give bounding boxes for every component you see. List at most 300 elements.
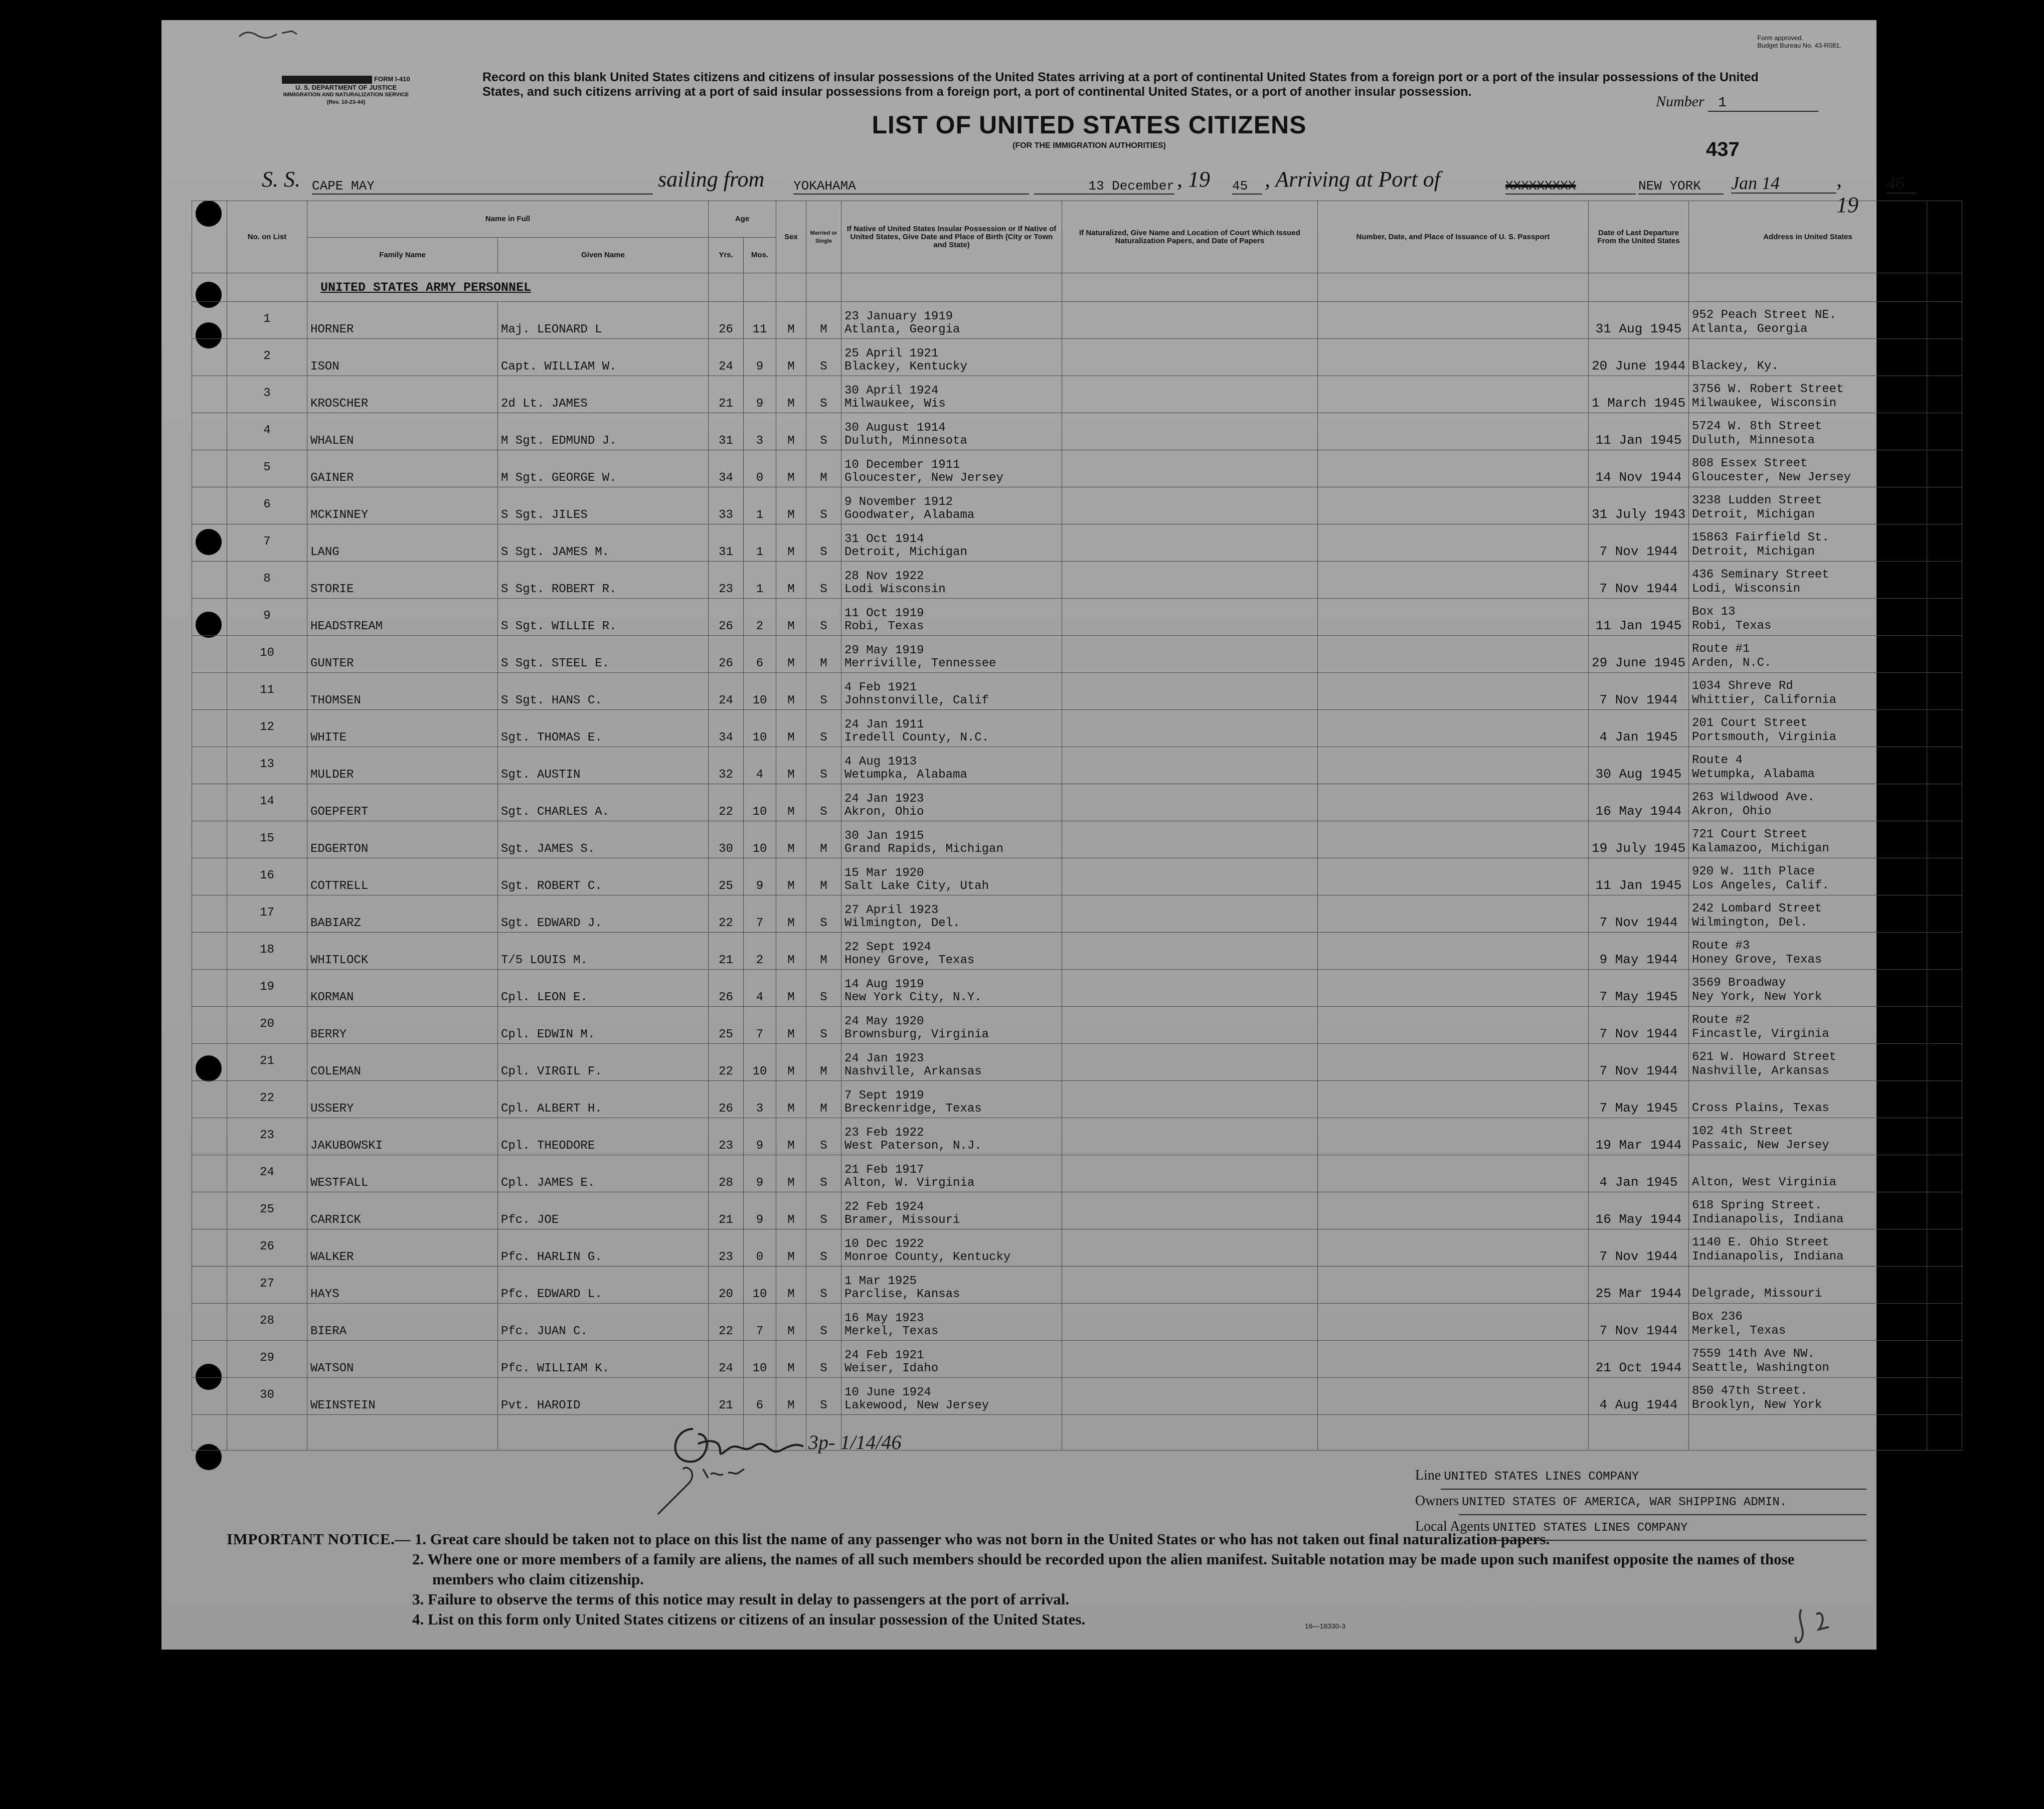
birth-info-birth-place: Wilmington, Del.	[844, 917, 960, 930]
marital-status: S	[806, 562, 841, 599]
department-name: U. S. DEPARTMENT OF JUSTICE	[295, 83, 397, 91]
row-spacer	[192, 858, 227, 895]
passport-cell	[1318, 858, 1589, 895]
given-name: Pfc. JUAN C.	[498, 1304, 709, 1341]
row-spacer-right	[1927, 1007, 1962, 1044]
naturalization-cell	[1062, 1044, 1318, 1081]
birth-info	[841, 599, 1062, 636]
last-departure: 16 May 1944	[1589, 1192, 1689, 1229]
row-spacer	[192, 1155, 227, 1192]
passenger-table	[192, 201, 1962, 1451]
birth-info-birth-date: 31 Oct 1914	[844, 532, 924, 546]
us-address-addr2: Fincastle, Virginia	[1692, 1027, 1829, 1041]
birth-info	[841, 1044, 1062, 1081]
naturalization-cell	[1062, 1229, 1318, 1267]
birth-info-birth-date: 10 December 1911	[844, 458, 960, 472]
row-number: 11	[227, 673, 307, 710]
age-years: 21	[709, 1192, 744, 1229]
table-row	[192, 487, 1962, 524]
us-address-addr1: 436 Seminary Street	[1692, 568, 1829, 582]
marital-status: S	[806, 1304, 841, 1341]
us-address-addr1: Route 4	[1692, 754, 1743, 767]
row-spacer	[192, 710, 227, 747]
age-months: 9	[744, 858, 776, 895]
us-address-addr1: 102 4th Street	[1692, 1125, 1793, 1138]
table-row	[192, 562, 1962, 599]
family-name: HORNER	[307, 302, 498, 339]
naturalization-cell	[1062, 970, 1318, 1007]
birth-info	[841, 673, 1062, 710]
table-row	[192, 1229, 1962, 1267]
table-row	[192, 599, 1962, 636]
row-number: 13	[227, 747, 307, 784]
given-name: Cpl. EDWIN M.	[498, 1007, 709, 1044]
row-spacer-right	[1927, 673, 1962, 710]
us-address-addr1: 850 47th Street.	[1692, 1384, 1808, 1398]
birth-info-birth-place: Goodwater, Alabama	[844, 508, 975, 522]
birth-info-birth-date: 22 Sept 1924	[844, 941, 931, 954]
table-row	[192, 858, 1962, 895]
us-address	[1689, 710, 1927, 747]
naturalization-cell	[1062, 524, 1318, 562]
age-months: 11	[744, 302, 776, 339]
row-spacer	[192, 895, 227, 933]
given-name: Pfc. WILLIAM K.	[498, 1341, 709, 1378]
us-address-addr1: 808 Essex Street	[1692, 457, 1808, 470]
line-label: Line	[1415, 1468, 1441, 1483]
arrival-year-prefix: , 19	[1836, 167, 1858, 217]
family-name: LANG	[307, 524, 498, 562]
row-spacer-right	[1927, 1044, 1962, 1081]
family-name: WATSON	[307, 1341, 498, 1378]
last-departure: 11 Jan 1945	[1589, 413, 1689, 450]
col-no-header: No. on List	[227, 201, 307, 273]
birth-info-birth-date: 24 Feb 1921	[844, 1349, 924, 1362]
us-address	[1689, 784, 1927, 821]
table-row	[192, 710, 1962, 747]
age-months: 7	[744, 1304, 776, 1341]
marital-status: S	[806, 487, 841, 524]
age-months: 9	[744, 376, 776, 413]
birth-info-birth-place: West Paterson, N.J.	[844, 1139, 982, 1153]
marital-status: S	[806, 1341, 841, 1378]
given-name: S Sgt. JILES	[498, 487, 709, 524]
us-address-addr1: 15863 Fairfield St.	[1692, 531, 1829, 545]
row-spacer-right	[1927, 1341, 1962, 1378]
passport-cell	[1318, 450, 1589, 487]
age-months: 10	[744, 784, 776, 821]
us-address-addr1: 721 Court Street	[1692, 828, 1808, 841]
marital-status: M	[806, 302, 841, 339]
table-row	[192, 1267, 1962, 1304]
row-number: 2	[227, 339, 307, 376]
age-years: 21	[709, 376, 744, 413]
us-address	[1689, 858, 1927, 895]
table-row	[192, 784, 1962, 821]
marital-status: M	[806, 636, 841, 673]
form-header-left	[216, 75, 476, 106]
us-address	[1689, 1341, 1927, 1378]
age-years: 33	[709, 487, 744, 524]
age-years: 34	[709, 450, 744, 487]
us-address-addr2: Atlanta, Georgia	[1692, 322, 1808, 336]
birth-info-birth-date: 4 Aug 1913	[844, 755, 917, 769]
passport-cell	[1318, 933, 1589, 970]
sex: M	[776, 710, 806, 747]
birth-info-birth-place: Lodi Wisconsin	[844, 583, 946, 596]
list-number-value: 1	[1708, 95, 1818, 112]
birth-info-birth-place: Brownsburg, Virginia	[844, 1028, 989, 1041]
passport-cell	[1318, 1267, 1589, 1304]
row-number: 1	[227, 302, 307, 339]
us-address-addr2: Delgrade, Missouri	[1692, 1287, 1822, 1301]
passport-cell	[1318, 1155, 1589, 1192]
age-years: 26	[709, 1081, 744, 1118]
birth-info-birth-date: 24 May 1920	[844, 1015, 924, 1028]
last-departure: 19 July 1945	[1589, 821, 1689, 858]
birth-info-birth-date: 30 April 1924	[844, 384, 939, 398]
given-name: 2d Lt. JAMES	[498, 376, 709, 413]
us-address-addr1: 1034 Shreve Rd	[1692, 679, 1793, 693]
top-scribble-mark	[237, 24, 307, 49]
row-spacer	[192, 784, 227, 821]
col-name-header: Name in Full	[307, 201, 709, 238]
age-months: 0	[744, 1229, 776, 1267]
birth-info	[841, 970, 1062, 1007]
family-name: CARRICK	[307, 1192, 498, 1229]
col-yrs-header: Yrs.	[709, 238, 744, 273]
last-departure: 11 Jan 1945	[1589, 599, 1689, 636]
birth-info-birth-date: 14 Aug 1919	[844, 978, 924, 991]
row-spacer-right	[1927, 821, 1962, 858]
birth-info-birth-place: Detroit, Michigan	[844, 546, 967, 559]
sex: M	[776, 747, 806, 784]
naturalization-cell	[1062, 413, 1318, 450]
col-passport-header: Number, Date, and Place of Issuance of U. S. Passport	[1318, 201, 1589, 273]
table-row	[192, 1081, 1962, 1118]
naturalization-cell	[1062, 895, 1318, 933]
row-number: 3	[227, 376, 307, 413]
last-departure: 30 Aug 1945	[1589, 747, 1689, 784]
us-address	[1689, 747, 1927, 784]
us-address-addr2: Milwaukee, Wisconsin	[1692, 397, 1837, 410]
given-name: Cpl. ALBERT H.	[498, 1081, 709, 1118]
sex: M	[776, 487, 806, 524]
row-spacer-right	[1927, 562, 1962, 599]
owners-value: UNITED STATES OF AMERICA, WAR SHIPPING ADMIN.	[1459, 1491, 1866, 1515]
row-spacer-right	[1927, 895, 1962, 933]
naturalization-cell	[1062, 1341, 1318, 1378]
us-address-addr2: Whittier, California	[1692, 693, 1837, 707]
sex: M	[776, 302, 806, 339]
age-years: 24	[709, 339, 744, 376]
birth-info	[841, 858, 1062, 895]
age-years: 21	[709, 933, 744, 970]
age-years: 22	[709, 784, 744, 821]
naturalization-cell	[1062, 376, 1318, 413]
naturalization-cell	[1062, 1192, 1318, 1229]
age-years: 22	[709, 1044, 744, 1081]
given-name: Pvt. HAROID	[498, 1378, 709, 1415]
us-address-addr2: Wetumpka, Alabama	[1692, 768, 1815, 781]
notice-item-4: 4. List on this form only United States citizens or citizens of an insular possession of the United States.	[412, 1610, 1086, 1628]
sex: M	[776, 1044, 806, 1081]
row-spacer	[192, 1304, 227, 1341]
age-months: 7	[744, 1007, 776, 1044]
last-departure: 7 Nov 1944	[1589, 524, 1689, 562]
given-name: S Sgt. WILLIE R.	[498, 599, 709, 636]
family-name: WESTFALL	[307, 1155, 498, 1192]
sex: M	[776, 1229, 806, 1267]
age-months: 2	[744, 933, 776, 970]
birth-info-birth-place: Parclise, Kansas	[844, 1288, 960, 1301]
last-departure: 7 May 1945	[1589, 970, 1689, 1007]
row-spacer	[192, 821, 227, 858]
row-number: 27	[227, 1267, 307, 1304]
family-name: BABIARZ	[307, 895, 498, 933]
row-spacer	[192, 1229, 227, 1267]
birth-info	[841, 450, 1062, 487]
age-months: 1	[744, 562, 776, 599]
us-address-addr2: Detroit, Michigan	[1692, 545, 1815, 559]
us-address-addr2: Wilmington, Del.	[1692, 916, 1808, 930]
birth-info	[841, 1378, 1062, 1415]
age-years: 25	[709, 1007, 744, 1044]
row-number: 5	[227, 450, 307, 487]
birth-info	[841, 302, 1062, 339]
passport-cell	[1318, 710, 1589, 747]
passport-cell	[1318, 1304, 1589, 1341]
us-address-addr2: Kalamazoo, Michigan	[1692, 842, 1829, 855]
birth-info-birth-place: Monroe County, Kentucky	[844, 1250, 1011, 1264]
given-name: Sgt. AUSTIN	[498, 747, 709, 784]
us-address-addr2: Akron, Ohio	[1692, 805, 1772, 818]
given-name: Sgt. ROBERT C.	[498, 858, 709, 895]
us-address	[1689, 487, 1927, 524]
birth-info-birth-place: Robi, Texas	[844, 620, 924, 633]
row-spacer	[192, 1192, 227, 1229]
birth-info-birth-place: Gloucester, New Jersey	[844, 471, 1003, 485]
row-number: 17	[227, 895, 307, 933]
marital-status: M	[806, 933, 841, 970]
age-years: 21	[709, 1378, 744, 1415]
last-departure: 31 July 1943	[1589, 487, 1689, 524]
naturalization-cell	[1062, 821, 1318, 858]
given-name: Sgt. THOMAS E.	[498, 710, 709, 747]
marital-status: S	[806, 673, 841, 710]
family-name: GOEPFERT	[307, 784, 498, 821]
row-spacer	[192, 747, 227, 784]
passport-cell	[1318, 302, 1589, 339]
marital-status: S	[806, 784, 841, 821]
given-name: Capt. WILLIAM W.	[498, 339, 709, 376]
arrival-port: NEW YORK	[1638, 178, 1724, 195]
family-name: COTTRELL	[307, 858, 498, 895]
marital-status: S	[806, 1378, 841, 1415]
us-address	[1689, 413, 1927, 450]
age-years: 28	[709, 1155, 744, 1192]
birth-info-birth-date: 11 Oct 1919	[844, 607, 924, 620]
col-age-header: Age	[709, 201, 776, 238]
passport-cell	[1318, 413, 1589, 450]
row-spacer-right	[1927, 1118, 1962, 1155]
passport-cell	[1318, 970, 1589, 1007]
row-spacer	[192, 1341, 227, 1378]
table-row	[192, 1155, 1962, 1192]
us-address-addr1: Box 236	[1692, 1310, 1743, 1324]
family-name: WHITE	[307, 710, 498, 747]
birth-info-birth-place: Breckenridge, Texas	[844, 1102, 982, 1116]
row-number: 14	[227, 784, 307, 821]
family-name: STORIE	[307, 562, 498, 599]
passport-cell	[1318, 895, 1589, 933]
last-departure: 7 Nov 1944	[1589, 673, 1689, 710]
us-address	[1689, 562, 1927, 599]
sex: M	[776, 413, 806, 450]
us-address	[1689, 1229, 1927, 1267]
age-months: 9	[744, 1118, 776, 1155]
given-name: Cpl. LEON E.	[498, 970, 709, 1007]
last-departure: 7 Nov 1944	[1589, 895, 1689, 933]
family-name: WEINSTEIN	[307, 1378, 498, 1415]
last-departure: 4 Jan 1945	[1589, 710, 1689, 747]
arrival-year: 46	[1887, 172, 1917, 194]
row-spacer-right	[1927, 376, 1962, 413]
sex: M	[776, 636, 806, 673]
birth-info-birth-date: 24 Jan 1911	[844, 718, 924, 732]
given-name: Cpl. VIRGIL F.	[498, 1044, 709, 1081]
birth-info	[841, 821, 1062, 858]
row-number: 7	[227, 524, 307, 562]
row-spacer	[192, 933, 227, 970]
us-address	[1689, 673, 1927, 710]
row-spacer-right	[1927, 524, 1962, 562]
naturalization-cell	[1062, 933, 1318, 970]
marital-status: S	[806, 339, 841, 376]
row-spacer	[192, 636, 227, 673]
marital-status: S	[806, 1007, 841, 1044]
birth-info-birth-date: 29 May 1919	[844, 644, 924, 657]
given-name: S Sgt. JAMES M.	[498, 524, 709, 562]
row-spacer	[192, 1081, 227, 1118]
us-address	[1689, 1304, 1927, 1341]
row-spacer-right	[1927, 302, 1962, 339]
birth-info-birth-date: 10 Dec 1922	[844, 1237, 924, 1251]
row-number: 9	[227, 599, 307, 636]
row-number: 4	[227, 413, 307, 450]
sex: M	[776, 970, 806, 1007]
col-spacer	[192, 201, 227, 273]
age-months: 1	[744, 487, 776, 524]
us-address-addr2: Nashville, Arkansas	[1692, 1064, 1829, 1078]
age-months: 6	[744, 636, 776, 673]
birth-info-birth-date: 27 April 1923	[844, 903, 939, 917]
last-departure: 16 May 1944	[1589, 784, 1689, 821]
us-address	[1689, 1081, 1927, 1118]
birth-info-birth-place: Milwaukee, Wis	[844, 397, 946, 411]
birth-info-birth-place: Grand Rapids, Michigan	[844, 842, 1003, 856]
table-row	[192, 1192, 1962, 1229]
birth-info-birth-place: Alton, W. Virginia	[844, 1176, 975, 1190]
birth-info-birth-date: 7 Sept 1919	[844, 1089, 924, 1103]
us-address-addr1: 7559 14th Ave NW.	[1692, 1347, 1815, 1361]
marital-status: S	[806, 1267, 841, 1304]
family-name: GAINER	[307, 450, 498, 487]
age-months: 10	[744, 1267, 776, 1304]
us-address	[1689, 1118, 1927, 1155]
birth-info	[841, 784, 1062, 821]
naturalization-cell	[1062, 858, 1318, 895]
last-departure: 19 Mar 1944	[1589, 1118, 1689, 1155]
us-address	[1689, 302, 1927, 339]
age-months: 4	[744, 970, 776, 1007]
age-years: 30	[709, 821, 744, 858]
birth-info	[841, 1081, 1062, 1118]
given-name: M Sgt. EDMUND J.	[498, 413, 709, 450]
ss-label: S. S.	[262, 167, 300, 192]
us-address-addr2: Detroit, Michigan	[1692, 508, 1815, 521]
marital-status: S	[806, 1229, 841, 1267]
birth-info	[841, 1304, 1062, 1341]
row-number: 20	[227, 1007, 307, 1044]
table-row	[192, 413, 1962, 450]
notice-item-3: 3. Failure to observe the terms of this notice may result in delay to passengers at the port of arrival.	[412, 1590, 1070, 1608]
important-notice	[227, 1529, 1856, 1630]
age-years: 24	[709, 673, 744, 710]
last-departure: 7 Nov 1944	[1589, 1044, 1689, 1081]
row-number: 12	[227, 710, 307, 747]
birth-info-birth-date: 16 May 1923	[844, 1312, 924, 1325]
passport-cell	[1318, 784, 1589, 821]
age-months: 6	[744, 1378, 776, 1415]
marital-status: S	[806, 1118, 841, 1155]
given-name: Pfc. JOE	[498, 1192, 709, 1229]
col-spacer-right	[1927, 201, 1962, 273]
us-address-addr2: Ney York, New York	[1692, 990, 1822, 1004]
row-number: 18	[227, 933, 307, 970]
line-value: UNITED STATES LINES COMPANY	[1441, 1466, 1866, 1490]
given-name: Sgt. EDWARD J.	[498, 895, 709, 933]
row-spacer-right	[1927, 1304, 1962, 1341]
birth-info	[841, 895, 1062, 933]
sex: M	[776, 1341, 806, 1378]
passport-cell	[1318, 599, 1589, 636]
row-spacer	[192, 673, 227, 710]
row-spacer-right	[1927, 450, 1962, 487]
passport-cell	[1318, 636, 1589, 673]
row-spacer-right	[1927, 1378, 1962, 1415]
sex: M	[776, 339, 806, 376]
us-address-addr2: Cross Plains, Texas	[1692, 1102, 1829, 1115]
us-address-addr1: 920 W. 11th Place	[1692, 865, 1815, 878]
col-departure-header: Date of Last Departure From the United States	[1589, 201, 1689, 273]
marital-status: M	[806, 858, 841, 895]
birth-info-birth-date: 9 November 1912	[844, 495, 953, 509]
birth-info	[841, 933, 1062, 970]
row-number: 22	[227, 1081, 307, 1118]
row-spacer	[192, 302, 227, 339]
birth-info-birth-date: 23 January 1919	[844, 310, 953, 323]
row-spacer	[192, 273, 227, 302]
col-native-header: If Native of United States Insular Possession or If Native of United States, Give Date and Place of Birth (City or Town and State)	[841, 201, 1062, 273]
row-spacer	[192, 1118, 227, 1155]
age-years: 24	[709, 1341, 744, 1378]
table-row	[192, 933, 1962, 970]
sex: M	[776, 450, 806, 487]
last-departure: 7 Nov 1944	[1589, 1304, 1689, 1341]
row-number: 15	[227, 821, 307, 858]
birth-info-birth-place: Merriville, Tennessee	[844, 657, 996, 670]
